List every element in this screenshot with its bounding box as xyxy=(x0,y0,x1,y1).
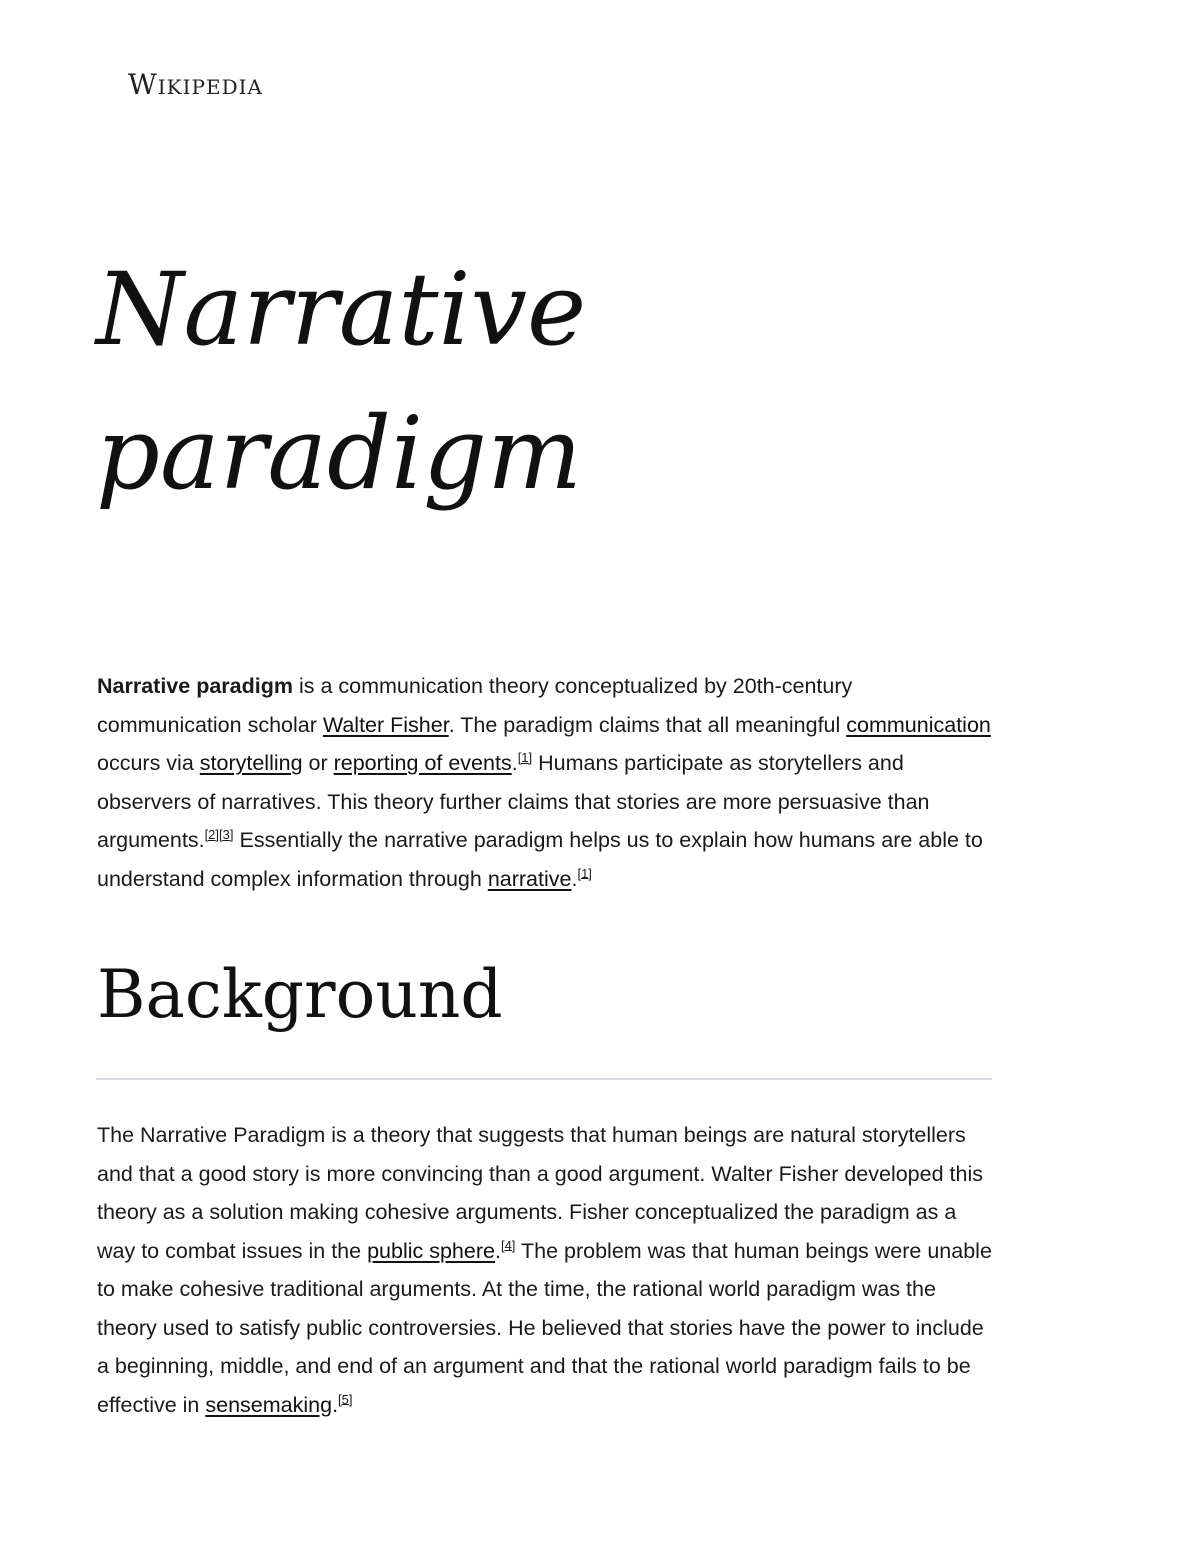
title-line-1: Narrative xyxy=(96,251,587,368)
citation-ref-2[interactable]: [2] xyxy=(204,826,220,842)
intro-paragraph xyxy=(97,667,997,898)
link-storytelling[interactable]: storytelling xyxy=(199,751,303,775)
text: occurs via xyxy=(97,751,200,775)
citation-ref-3[interactable]: [3] xyxy=(219,826,234,842)
text: or xyxy=(302,751,334,775)
text: The problem was that human beings were unable to make cohesive traditional arguments. At the time, the rational world paradigm was the theory used to satisfy public controversies. He believed that stories have the power to include a beginning, middle, and end of an argument and that the rational world paradigm fails to be effective in xyxy=(97,1238,992,1417)
link-public-sphere[interactable]: public sphere xyxy=(367,1238,495,1263)
bold-term: Narrative paradigm xyxy=(97,674,293,698)
citation-ref-1[interactable]: [1] xyxy=(517,749,533,765)
background-paragraph xyxy=(97,1116,997,1424)
link-narrative[interactable]: narrative xyxy=(487,866,572,891)
text: . xyxy=(511,751,518,775)
link-walter-fisher[interactable]: Walter Fisher xyxy=(322,712,449,737)
link-communication[interactable]: communication xyxy=(846,712,991,737)
text: . The paradigm claims that all meaningful xyxy=(448,712,847,737)
text: The Narrative Paradigm is a theory that suggests that human beings are natural storytellers and that a good story is more convincing than a good argument. Walter Fisher developed this theory as a solution making cohesive arguments. Fisher conceptualized the paradigm as a way to combat issues in the xyxy=(97,1123,983,1263)
heading-divider xyxy=(96,1078,992,1080)
text: is a communication theory conceptualized by 20th-century communication scholar xyxy=(97,674,853,737)
text: . xyxy=(571,866,578,891)
section-heading-background: Background xyxy=(97,956,503,1033)
page-title xyxy=(96,238,796,526)
link-sensemaking[interactable]: sensemaking xyxy=(205,1392,333,1417)
text: . xyxy=(332,1392,339,1417)
title-line-2: paradigm xyxy=(96,395,582,512)
citation-ref-4[interactable]: [4] xyxy=(500,1237,516,1253)
link-reporting-of-events[interactable]: reporting of events xyxy=(333,751,512,775)
wikipedia-logo[interactable]: Wikipedia xyxy=(128,68,263,101)
citation-ref-1[interactable]: [1] xyxy=(577,865,592,881)
citation-ref-5[interactable]: [5] xyxy=(338,1391,353,1407)
text: Essentially the narrative paradigm helps us to explain how humans are able to understand complex information through xyxy=(97,828,983,891)
text: Humans participate as storytellers and observers of narratives. This theory further claims that stories are more persuasive than arguments. xyxy=(97,751,930,852)
text: . xyxy=(494,1238,501,1263)
